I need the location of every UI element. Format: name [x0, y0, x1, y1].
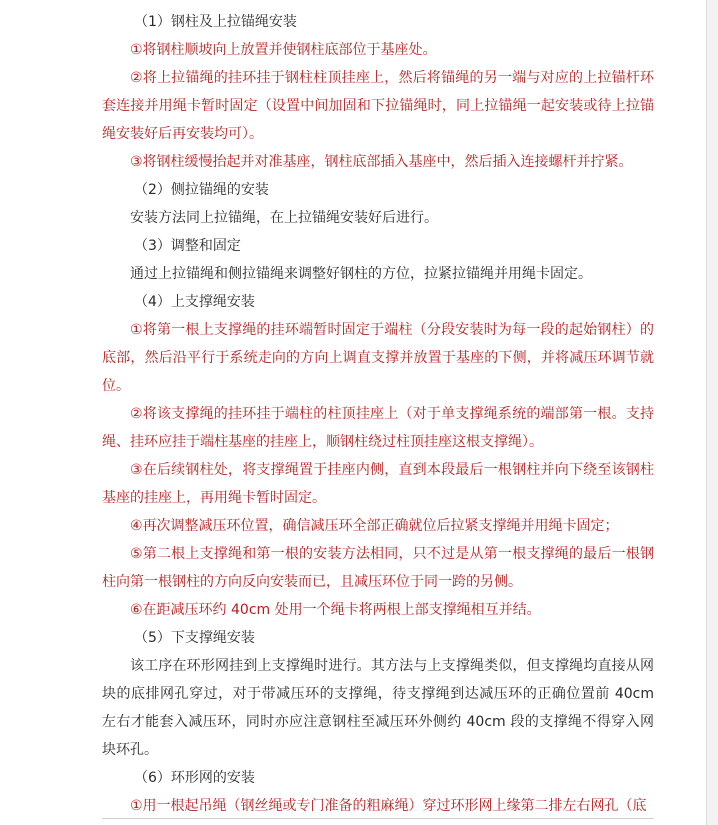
- paragraph: ①将钢柱顺坡向上放置并使钢柱底部位于基座处。: [130, 42, 437, 58]
- paragraph: 该工序在环形网挂到上支撑绳时进行。其方法与上支撑绳类似，但支撑绳均直接从网块的底排网孔穿过，对于带减压环的支撑绳，待支撑绳到达减压环的正确位置前 40cm 左右才能套入减压环，同时亦应注意钢柱至减压环外侧约 40cm 段的支撑绳不得穿入网块环孔。: [102, 658, 654, 758]
- paragraph: ④再次调整减压环位置，确信减压环全部正确就位后拉紧支撑绳并用绳卡固定；: [130, 518, 619, 534]
- paragraph: 安装方法同上拉锚绳，在上拉锚绳安装好后进行。: [130, 210, 438, 226]
- paragraph: ①将第一根上支撑绳的挂环端暂时固定于端柱（分段安装时为每一段的起始钢柱）的底部，然后沿平行于系统走向的方向上调直支撑并放置于基座的下侧，并将减压环调节就位。: [102, 322, 654, 394]
- section-heading-1: （1）钢柱及上拉锚绳安装: [134, 14, 297, 30]
- paragraph: ②将上拉锚绳的挂环挂于钢柱柱顶挂座上，然后将锚绳的另一端与对应的上拉锚杆环套连接并用绳卡暂时固定（设置中间加固和下拉锚绳时，同上拉锚绳一起安装或待上拉锚绳安装好后再安装均可）。: [102, 70, 654, 142]
- vertical-scrollbar[interactable]: [706, 0, 718, 825]
- section-heading-5: （5）下支撑绳安装: [134, 630, 255, 646]
- paragraph: ⑤第二根上支撑绳和第一根的安装方法相同，只不过是从第一根支撑绳的最后一根钢柱向第一根钢柱的方向反向安装而已，且减压环位于同一跨的另侧。: [102, 546, 654, 590]
- section-heading-4: （4）上支撑绳安装: [134, 294, 255, 310]
- document-body: [102, 8, 654, 820]
- paragraph: 通过上拉锚绳和侧拉锚绳来调整好钢柱的方位，拉紧拉锚绳并用绳卡固定。: [130, 266, 592, 282]
- section-heading-6: （6）环形网的安装: [134, 770, 255, 786]
- paragraph: ③将钢柱缓慢抬起并对准基座，钢柱底部插入基座中，然后插入连接螺杆并拧紧。: [130, 154, 633, 170]
- paragraph: ①用一根起吊绳（钢丝绳或专门准备的粗麻绳）穿过环形网上缘第二排左右网孔（底: [130, 798, 647, 814]
- page-bottom-rule: [102, 818, 654, 819]
- section-heading-3: （3）调整和固定: [134, 238, 241, 254]
- paragraph: ③在后续钢柱处，将支撑绳置于挂座内侧，直到本段最后一根钢柱并向下绕至该钢柱基座的挂座上，再用绳卡暂时固定。: [102, 462, 654, 506]
- section-heading-2: （2）侧拉锚绳的安装: [134, 182, 269, 198]
- paragraph: ②将该支撑绳的挂环挂于端柱的柱顶挂座上（对于单支撑绳系统的端部第一根。支持绳、挂环应挂于端柱基座的挂座上，顺钢柱绕过柱顶挂座这根支撑绳）。: [102, 406, 654, 450]
- paragraph: ⑥在距减压环约 40cm 处用一个绳卡将两根上部支撑绳相互并结。: [130, 602, 541, 618]
